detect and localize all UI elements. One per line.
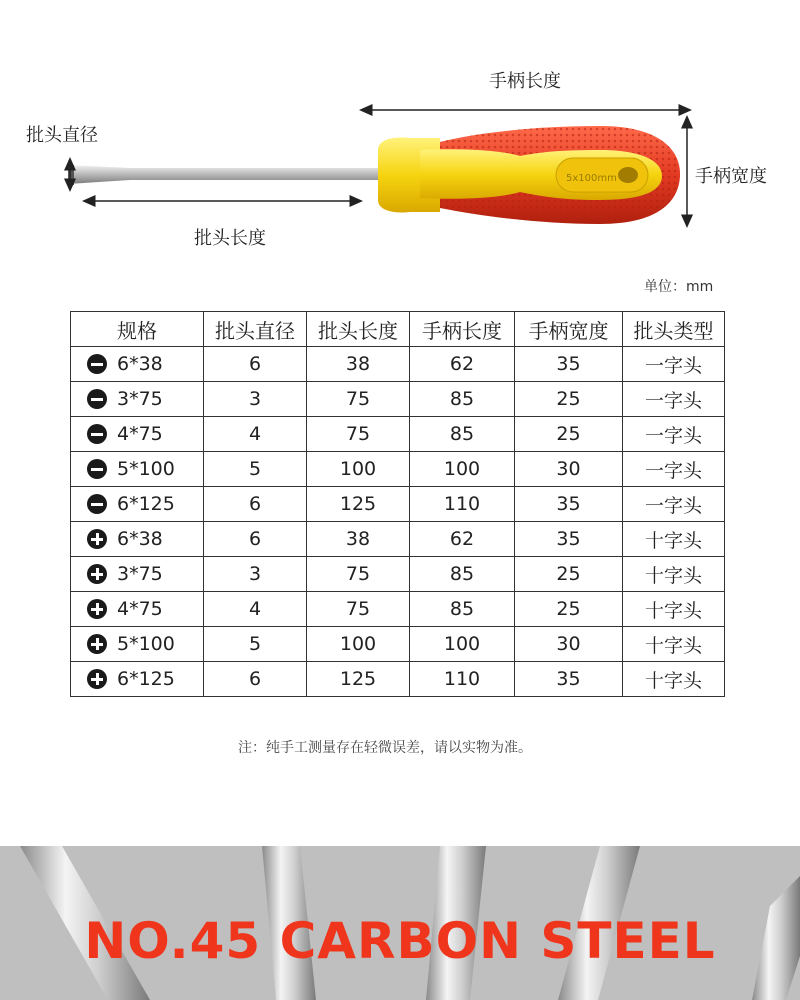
cell-handle-width: 25 <box>515 382 623 417</box>
cell-bit-length: 38 <box>307 522 410 557</box>
cell-bit-length: 75 <box>307 592 410 627</box>
cell-bit-type: 一字头 <box>623 487 725 522</box>
cell-handle-width: 30 <box>515 452 623 487</box>
cell-spec <box>71 452 204 487</box>
cell-bit-diameter: 5 <box>204 627 307 662</box>
cell-bit-diameter: 6 <box>204 522 307 557</box>
header-bit-type: 批头类型 <box>623 312 725 347</box>
table-row <box>71 662 725 697</box>
phillips-tip-icon <box>87 564 107 584</box>
cell-spec <box>71 417 204 452</box>
table-row <box>71 417 725 452</box>
table-row <box>71 452 725 487</box>
cell-handle-width: 25 <box>515 417 623 452</box>
cell-spec <box>71 662 204 697</box>
header-spec: 规格 <box>71 312 204 347</box>
phillips-tip-icon <box>87 529 107 549</box>
handle-length-label: 手柄长度 <box>489 71 561 92</box>
cell-spec <box>71 557 204 592</box>
cell-bit-diameter: 6 <box>204 347 307 382</box>
cell-bit-type: 十字头 <box>623 522 725 557</box>
screwdriver-shaft <box>68 165 378 185</box>
handle-width-label: 手柄宽度 <box>695 166 767 187</box>
cell-handle-width: 35 <box>515 522 623 557</box>
spec-table <box>70 311 725 697</box>
unit-label: 单位：mm <box>644 279 714 295</box>
cell-spec <box>71 347 204 382</box>
table-row <box>71 382 725 417</box>
cell-bit-length: 75 <box>307 417 410 452</box>
table-row <box>71 592 725 627</box>
cell-bit-type: 十字头 <box>623 627 725 662</box>
cell-bit-type: 一字头 <box>623 452 725 487</box>
spec-value: 6*38 <box>117 528 163 550</box>
cell-handle-width: 35 <box>515 487 623 522</box>
slotted-tip-icon <box>87 459 107 479</box>
spec-value: 5*100 <box>117 633 175 655</box>
cell-bit-type: 十字头 <box>623 592 725 627</box>
table-header-row <box>71 312 725 347</box>
cell-bit-diameter: 3 <box>204 382 307 417</box>
spec-value: 3*75 <box>117 388 163 410</box>
cell-handle-width: 35 <box>515 662 623 697</box>
slotted-tip-icon <box>87 424 107 444</box>
cell-bit-length: 125 <box>307 487 410 522</box>
cell-handle-width: 25 <box>515 592 623 627</box>
cell-bit-diameter: 6 <box>204 487 307 522</box>
cell-bit-type: 一字头 <box>623 347 725 382</box>
cell-bit-type: 一字头 <box>623 382 725 417</box>
table-row <box>71 487 725 522</box>
cell-bit-type: 一字头 <box>623 417 725 452</box>
cell-spec <box>71 627 204 662</box>
cell-spec <box>71 522 204 557</box>
cell-spec <box>71 382 204 417</box>
cell-handle-length: 62 <box>410 522 515 557</box>
spec-value: 4*75 <box>117 423 163 445</box>
carbon-steel-title: NO.45 CARBON STEEL <box>84 912 716 970</box>
cell-handle-width: 35 <box>515 347 623 382</box>
spec-value: 5*100 <box>117 458 175 480</box>
cell-handle-length: 100 <box>410 452 515 487</box>
cell-handle-length: 62 <box>410 347 515 382</box>
cell-bit-length: 125 <box>307 662 410 697</box>
cell-bit-length: 100 <box>307 452 410 487</box>
cell-handle-length: 110 <box>410 487 515 522</box>
table-row <box>71 522 725 557</box>
cell-handle-length: 85 <box>410 417 515 452</box>
cell-handle-width: 25 <box>515 557 623 592</box>
handle-imprint: 5x100mm <box>566 173 617 184</box>
cell-bit-length: 75 <box>307 557 410 592</box>
cell-bit-type: 十字头 <box>623 662 725 697</box>
cell-bit-diameter: 6 <box>204 662 307 697</box>
slotted-tip-icon <box>87 389 107 409</box>
cell-handle-length: 100 <box>410 627 515 662</box>
cell-handle-length: 85 <box>410 382 515 417</box>
spec-value: 3*75 <box>117 563 163 585</box>
screwdriver-diagram <box>0 0 800 300</box>
cell-handle-length: 85 <box>410 592 515 627</box>
phillips-tip-icon <box>87 669 107 689</box>
spec-value: 6*125 <box>117 493 175 515</box>
cell-bit-diameter: 3 <box>204 557 307 592</box>
slotted-tip-icon <box>87 354 107 374</box>
spec-value: 4*75 <box>117 598 163 620</box>
cell-handle-width: 30 <box>515 627 623 662</box>
cell-bit-length: 100 <box>307 627 410 662</box>
cell-bit-diameter: 5 <box>204 452 307 487</box>
screwdriver-handle <box>378 126 680 224</box>
cell-bit-length: 38 <box>307 347 410 382</box>
cell-handle-length: 110 <box>410 662 515 697</box>
measurement-note: 注：纯手工测量存在轻微误差，请以实物为准。 <box>238 740 532 756</box>
phillips-tip-icon <box>87 634 107 654</box>
cell-spec <box>71 592 204 627</box>
header-handle-width: 手柄宽度 <box>515 312 623 347</box>
cell-bit-diameter: 4 <box>204 592 307 627</box>
slotted-tip-icon <box>87 494 107 514</box>
header-bit-diameter: 批头直径 <box>204 312 307 347</box>
header-bit-length: 批头长度 <box>307 312 410 347</box>
table-row <box>71 627 725 662</box>
cell-bit-length: 75 <box>307 382 410 417</box>
spec-value: 6*38 <box>117 353 163 375</box>
phillips-tip-icon <box>87 599 107 619</box>
table-row <box>71 557 725 592</box>
table-row <box>71 347 725 382</box>
spec-value: 6*125 <box>117 668 175 690</box>
bit-diameter-label: 批头直径 <box>26 125 98 146</box>
cell-bit-diameter: 4 <box>204 417 307 452</box>
cell-spec <box>71 487 204 522</box>
bit-length-label: 批头长度 <box>194 228 266 249</box>
cell-handle-length: 85 <box>410 557 515 592</box>
cell-bit-type: 十字头 <box>623 557 725 592</box>
header-handle-length: 手柄长度 <box>410 312 515 347</box>
